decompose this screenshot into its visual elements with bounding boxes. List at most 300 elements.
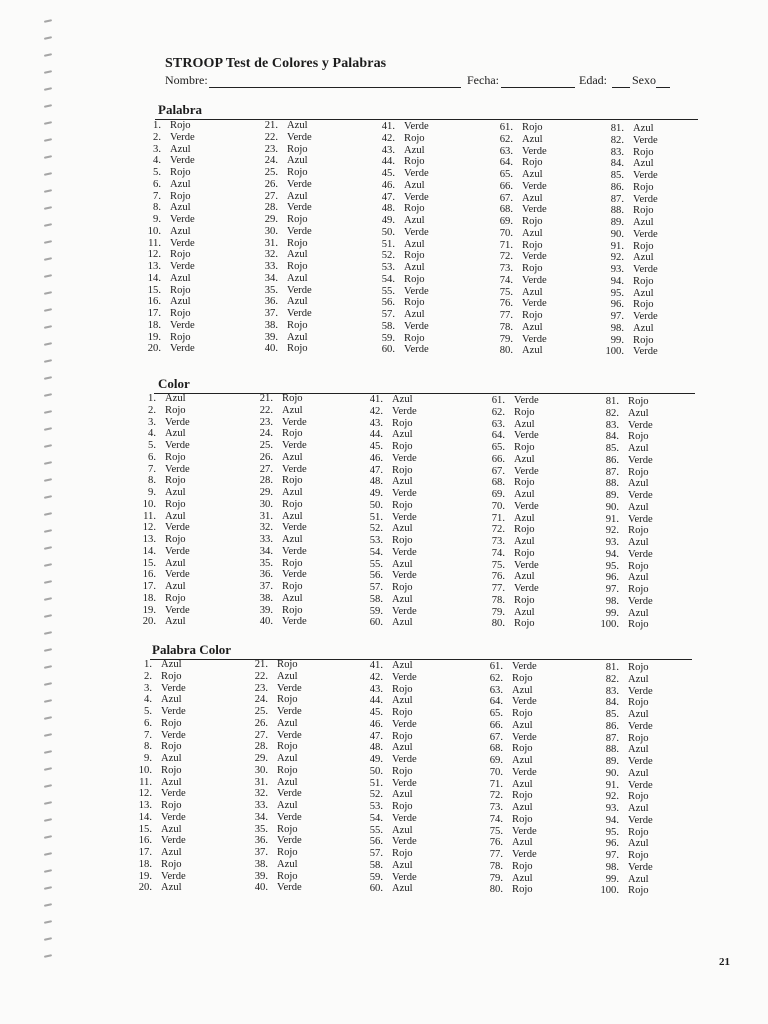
item-word: Verde <box>277 682 302 694</box>
list-item <box>605 194 658 206</box>
item-number: 57. <box>381 309 395 320</box>
item-number: 68. <box>489 743 503 755</box>
item-word: Azul <box>170 296 191 308</box>
item-number: 14. <box>138 811 152 823</box>
list-item <box>376 121 429 133</box>
list-item <box>484 732 537 744</box>
item-word: Rojo <box>628 826 649 838</box>
item-number: 33. <box>259 534 273 545</box>
item-word: Azul <box>282 404 303 416</box>
item-word: Verde <box>277 788 302 800</box>
item-number: 7. <box>148 463 156 475</box>
item-number: 90. <box>610 228 624 240</box>
item-word: Verde <box>628 814 653 826</box>
item-word: Verde <box>514 430 539 442</box>
item-number: 31. <box>259 510 273 522</box>
item-word: Verde <box>404 168 429 179</box>
item-word: Azul <box>392 558 413 570</box>
item-word: Rojo <box>165 451 186 463</box>
list-item <box>486 524 539 536</box>
item-word: Verde <box>165 416 190 428</box>
section-rule <box>155 119 698 120</box>
list-item <box>376 192 429 204</box>
list-item <box>600 608 653 620</box>
item-word: Azul <box>404 215 425 226</box>
list-item <box>259 202 312 214</box>
item-number: 14. <box>142 545 156 557</box>
item-word: Azul <box>392 789 413 801</box>
list-item <box>259 238 312 250</box>
item-number: 46. <box>369 452 383 464</box>
list-item <box>600 838 653 850</box>
item-number: 42. <box>369 405 383 417</box>
item-number: 74. <box>489 813 503 825</box>
item-word: Verde <box>404 191 429 203</box>
sexo-field[interactable] <box>656 87 670 88</box>
item-number: 85. <box>605 443 619 454</box>
list-item <box>600 815 653 827</box>
list-item <box>364 453 417 465</box>
item-number: 12. <box>138 788 152 800</box>
list-item <box>494 181 547 193</box>
list-item <box>484 673 537 685</box>
item-word: Azul <box>277 717 298 729</box>
item-word: Azul <box>512 755 533 766</box>
item-word: Rojo <box>512 672 533 684</box>
list-item <box>249 730 302 742</box>
item-word: Azul <box>287 120 308 131</box>
list-item <box>137 522 190 534</box>
item-word: Verde <box>277 835 302 847</box>
item-number: 2. <box>144 670 152 682</box>
item-number: 47. <box>369 464 383 476</box>
item-number: 2. <box>153 131 161 143</box>
item-number: 77. <box>489 849 503 860</box>
binder-mark <box>44 852 52 856</box>
item-number: 36. <box>254 835 268 847</box>
list-item <box>600 467 653 479</box>
item-word: Rojo <box>170 249 191 261</box>
binder-mark <box>44 733 52 737</box>
list-item <box>494 310 547 322</box>
item-number: 45. <box>369 441 383 452</box>
item-number: 48. <box>381 203 395 215</box>
item-word: Rojo <box>170 120 191 131</box>
list-item <box>133 788 186 800</box>
item-word: Azul <box>628 873 649 885</box>
list-item <box>133 683 186 695</box>
item-word: Rojo <box>392 848 413 859</box>
item-number: 15. <box>147 284 161 296</box>
item-word: Rojo <box>514 547 535 559</box>
item-word: Azul <box>161 882 182 894</box>
binder-mark <box>44 801 52 805</box>
list-item <box>600 885 653 897</box>
item-word: Rojo <box>392 535 413 546</box>
list-item <box>364 406 417 418</box>
list-item <box>364 476 417 488</box>
item-number: 51. <box>369 511 383 523</box>
list-item <box>142 285 195 297</box>
list-item <box>142 249 195 261</box>
item-number: 75. <box>499 286 513 298</box>
item-number: 84. <box>605 697 619 709</box>
item-number: 89. <box>605 756 619 767</box>
item-number: 6. <box>153 178 161 190</box>
item-word: Verde <box>277 729 302 741</box>
item-word: Verde <box>392 511 417 523</box>
list-item <box>605 311 658 323</box>
item-word: Verde <box>165 463 190 475</box>
item-number: 60. <box>381 344 395 356</box>
item-word: Verde <box>514 559 539 571</box>
list-item <box>600 396 653 408</box>
item-number: 59. <box>369 605 383 617</box>
item-word: Verde <box>514 500 539 512</box>
list-item <box>494 240 547 252</box>
list-item <box>142 238 195 250</box>
list-item <box>484 849 537 861</box>
item-word: Azul <box>514 453 535 465</box>
item-number: 21. <box>259 393 273 404</box>
list-item <box>137 405 190 417</box>
item-number: 3. <box>153 143 161 155</box>
item-word: Rojo <box>277 659 298 670</box>
item-word: Azul <box>633 322 654 334</box>
item-number: 1. <box>153 120 161 131</box>
item-number: 52. <box>369 789 383 801</box>
item-number: 80. <box>499 345 513 357</box>
item-word: Rojo <box>514 524 535 536</box>
list-item <box>137 417 190 429</box>
item-number: 91. <box>605 779 619 791</box>
list-item <box>484 837 537 849</box>
item-word: Verde <box>628 779 653 791</box>
item-number: 97. <box>605 584 619 595</box>
list-item <box>133 753 186 765</box>
item-number: 17. <box>138 847 152 858</box>
item-number: 42. <box>369 671 383 683</box>
item-number: 97. <box>610 311 624 322</box>
item-word: Verde <box>512 766 537 778</box>
item-number: 37. <box>264 308 278 319</box>
list-item <box>137 487 190 499</box>
binder-hole-marks <box>44 20 56 980</box>
list-item <box>484 873 537 885</box>
list-item <box>605 158 658 170</box>
item-word: Azul <box>522 227 543 239</box>
item-word: Rojo <box>628 697 649 709</box>
item-number: 62. <box>491 406 505 418</box>
fecha-field[interactable] <box>501 87 575 88</box>
list-item <box>376 321 429 333</box>
binder-mark <box>44 410 52 414</box>
item-word: Azul <box>628 709 649 720</box>
word-column-3 <box>364 660 417 895</box>
item-word: Azul <box>404 309 425 320</box>
list-item <box>133 882 186 894</box>
list-item <box>142 132 195 144</box>
item-number: 77. <box>499 310 513 321</box>
item-number: 86. <box>605 454 619 466</box>
item-number: 54. <box>369 812 383 824</box>
binder-mark <box>44 597 52 601</box>
item-number: 56. <box>369 836 383 848</box>
item-number: 45. <box>369 707 383 718</box>
item-number: 76. <box>499 298 513 310</box>
item-word: Azul <box>633 287 654 299</box>
list-item <box>364 836 417 848</box>
item-number: 27. <box>259 463 273 475</box>
item-word: Azul <box>633 158 654 170</box>
list-item <box>137 605 190 617</box>
item-number: 90. <box>605 501 619 513</box>
word-column-5 <box>605 123 658 358</box>
item-number: 17. <box>147 308 161 319</box>
item-word: Azul <box>161 776 182 788</box>
list-item <box>364 594 417 606</box>
item-number: 11. <box>139 776 152 788</box>
list-item <box>376 227 429 239</box>
section-rule <box>150 659 692 660</box>
list-item <box>484 767 537 779</box>
item-number: 6. <box>144 717 152 729</box>
item-word: Verde <box>161 729 186 741</box>
binder-mark <box>44 682 52 686</box>
item-number: 12. <box>147 249 161 261</box>
item-number: 92. <box>605 791 619 803</box>
item-word: Azul <box>165 581 186 592</box>
list-item <box>137 593 190 605</box>
item-number: 87. <box>605 466 619 478</box>
item-word: Azul <box>404 262 425 273</box>
section-title: Palabra <box>158 102 203 117</box>
item-number: 72. <box>491 524 505 536</box>
item-number: 67. <box>489 731 503 743</box>
item-number: 61. <box>499 122 513 133</box>
item-word: Verde <box>404 226 429 238</box>
item-word: Rojo <box>165 404 186 416</box>
item-word: Rojo <box>392 683 413 695</box>
item-word: Rojo <box>633 275 654 287</box>
list-item <box>249 777 302 789</box>
item-number: 4. <box>144 694 152 706</box>
item-word: Verde <box>522 204 547 216</box>
binder-mark <box>44 325 52 329</box>
item-number: 55. <box>369 558 383 570</box>
item-word: Rojo <box>282 581 303 592</box>
item-number: 97. <box>605 850 619 861</box>
item-number: 23. <box>254 682 268 694</box>
item-number: 38. <box>264 319 278 331</box>
item-number: 71. <box>499 239 513 251</box>
item-number: 55. <box>381 285 395 297</box>
item-word: Verde <box>287 225 312 237</box>
item-word: Azul <box>522 321 543 333</box>
item-number: 60. <box>369 883 383 895</box>
binder-mark <box>44 937 52 941</box>
item-word: Verde <box>287 308 312 319</box>
list-item <box>133 765 186 777</box>
section-title: Color <box>158 376 190 391</box>
item-word: Rojo <box>628 850 649 861</box>
list-item <box>249 835 302 847</box>
item-word: Rojo <box>161 741 182 753</box>
item-number: 59. <box>381 332 395 344</box>
word-column-5 <box>600 662 653 897</box>
item-word: Azul <box>522 345 543 357</box>
item-word: Verde <box>628 861 653 873</box>
item-number: 40. <box>254 882 268 894</box>
item-word: Rojo <box>287 237 308 249</box>
list-item <box>137 440 190 452</box>
binder-mark <box>44 121 52 125</box>
item-word: Rojo <box>287 167 308 178</box>
binder-mark <box>44 699 52 703</box>
list-item <box>484 755 537 767</box>
item-word: Rojo <box>633 334 654 346</box>
item-word: Verde <box>514 465 539 477</box>
list-item <box>254 522 307 534</box>
list-item <box>364 742 417 754</box>
item-number: 76. <box>489 837 503 849</box>
item-number: 1. <box>148 393 156 404</box>
list-item <box>605 147 658 159</box>
item-number: 58. <box>381 320 395 332</box>
list-item <box>142 179 195 191</box>
item-number: 67. <box>491 465 505 477</box>
item-number: 42. <box>381 132 395 144</box>
item-word: Verde <box>161 706 186 717</box>
item-word: Azul <box>277 776 298 788</box>
item-word: Rojo <box>287 261 308 272</box>
item-number: 28. <box>254 741 268 753</box>
binder-mark <box>44 886 52 890</box>
list-item <box>364 570 417 582</box>
list-item <box>259 226 312 238</box>
item-word: Rojo <box>522 263 543 274</box>
list-item <box>364 606 417 618</box>
item-number: 62. <box>489 672 503 684</box>
binder-mark <box>44 36 52 40</box>
item-word: Azul <box>287 272 308 284</box>
item-number: 83. <box>605 685 619 697</box>
binder-mark <box>44 223 52 227</box>
edad-field[interactable] <box>612 87 630 88</box>
list-item <box>484 661 537 673</box>
item-number: 94. <box>605 814 619 826</box>
list-item <box>605 229 658 241</box>
binder-mark <box>44 767 52 771</box>
sexo-label: Sexo <box>632 73 656 87</box>
binder-mark <box>44 835 52 839</box>
word-column-3 <box>364 394 417 629</box>
nombre-field[interactable] <box>209 87 461 88</box>
item-word: Verde <box>392 812 417 824</box>
item-number: 50. <box>381 226 395 238</box>
list-item <box>486 430 539 442</box>
item-word: Verde <box>633 228 658 240</box>
list-item <box>133 718 186 730</box>
list-item <box>259 320 312 332</box>
item-word: Rojo <box>522 157 543 169</box>
item-word: Rojo <box>628 560 649 572</box>
item-number: 78. <box>489 860 503 872</box>
item-word: Rojo <box>392 582 413 593</box>
list-item <box>254 616 307 628</box>
list-item <box>376 203 429 215</box>
section-title: Palabra Color <box>152 642 232 657</box>
list-item <box>486 454 539 466</box>
item-number: 99. <box>605 873 619 885</box>
item-word: Rojo <box>277 741 298 753</box>
list-item <box>605 288 658 300</box>
item-word: Verde <box>514 583 539 594</box>
list-item <box>486 466 539 478</box>
item-number: 58. <box>369 593 383 605</box>
item-number: 9. <box>153 214 161 225</box>
list-item <box>486 607 539 619</box>
item-number: 38. <box>254 858 268 870</box>
item-number: 68. <box>499 204 513 216</box>
binder-mark <box>44 563 52 567</box>
binder-mark <box>44 274 52 278</box>
item-number: 40. <box>264 343 278 355</box>
list-item <box>600 537 653 549</box>
list-item <box>137 616 190 628</box>
binder-mark <box>44 172 52 176</box>
item-number: 41. <box>381 121 395 132</box>
list-item <box>259 273 312 285</box>
item-word: Verde <box>512 849 537 860</box>
item-number: 67. <box>499 192 513 204</box>
item-word: Rojo <box>392 499 413 511</box>
list-item <box>600 874 653 886</box>
list-item <box>600 619 653 631</box>
binder-mark <box>44 19 52 23</box>
binder-mark <box>44 376 52 380</box>
item-number: 8. <box>153 202 161 214</box>
list-item <box>364 719 417 731</box>
list-item <box>142 191 195 203</box>
list-item <box>605 182 658 194</box>
binder-mark <box>44 240 52 244</box>
list-item <box>364 523 417 535</box>
item-number: 20. <box>142 616 156 628</box>
binder-mark <box>44 903 52 907</box>
binder-mark <box>44 665 52 669</box>
item-word: Rojo <box>287 143 308 155</box>
item-word: Rojo <box>170 167 191 178</box>
list-item <box>486 407 539 419</box>
item-number: 20. <box>138 882 152 894</box>
list-item <box>364 394 417 406</box>
word-column-1 <box>142 120 195 355</box>
list-item <box>137 546 190 558</box>
list-item <box>486 501 539 513</box>
item-word: Rojo <box>161 764 182 776</box>
list-item <box>605 252 658 264</box>
item-word: Verde <box>161 835 186 847</box>
list-item <box>364 559 417 571</box>
item-word: Verde <box>633 264 658 275</box>
item-number: 37. <box>259 581 273 592</box>
item-number: 16. <box>138 835 152 847</box>
item-word: Azul <box>170 178 191 190</box>
item-number: 25. <box>254 706 268 717</box>
list-item <box>376 145 429 157</box>
item-word: Verde <box>165 569 190 581</box>
